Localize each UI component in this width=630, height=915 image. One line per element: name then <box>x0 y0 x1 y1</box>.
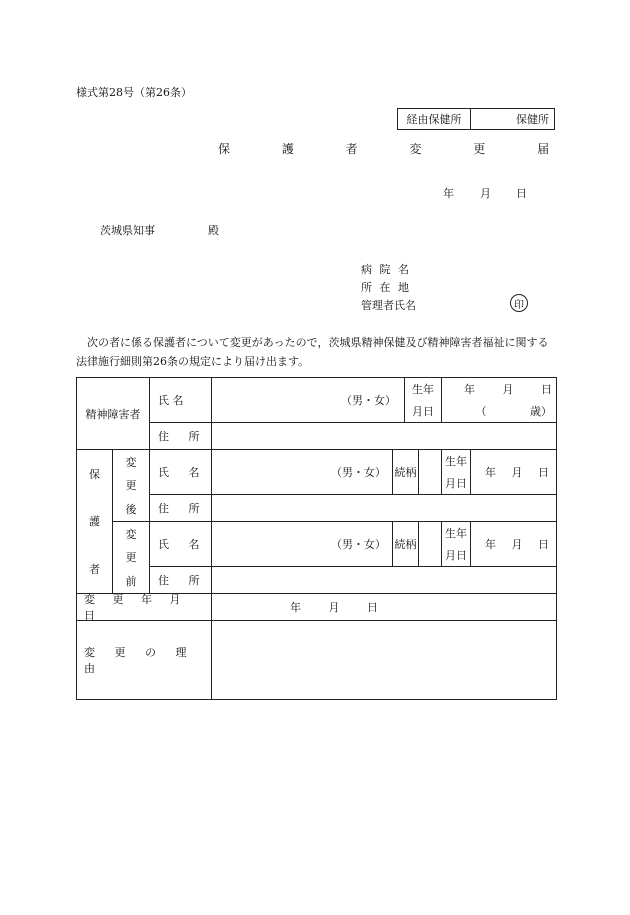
change-reason-field[interactable] <box>212 621 556 699</box>
name-label-text: 氏 名 <box>158 394 184 407</box>
before-name-label: 氏 名 <box>158 538 200 551</box>
before-char: 変 <box>125 527 137 541</box>
patient-address-label: 住 所 <box>158 430 200 443</box>
after-name-label: 氏 名 <box>158 466 200 479</box>
after-sex-choice[interactable]: （男・女） <box>331 466 386 479</box>
guardian-label <box>77 450 112 593</box>
after-char: 変 <box>125 455 137 469</box>
birth-label-top: 生年 <box>412 383 434 396</box>
patient-address-field[interactable] <box>212 423 556 449</box>
guardian-char: 者 <box>89 563 100 577</box>
addressee-prefecture: 茨城県知事 <box>100 224 155 237</box>
birth-label-bottom: 月日 <box>445 477 467 490</box>
guardian-char: 保 <box>89 467 100 481</box>
before-address-label: 住 所 <box>158 574 200 587</box>
change-date-label: 変 更 年 月 日 <box>84 593 181 622</box>
before-change-label <box>113 522 149 593</box>
page-title: 保 護 者 変 更 届 <box>218 142 574 156</box>
birth-label-bottom: 月日 <box>412 405 434 418</box>
change-date-field[interactable]: 年 月 日 <box>290 601 378 614</box>
before-char: 更 <box>125 551 137 565</box>
before-address-field[interactable] <box>212 567 556 593</box>
patient-sex-choice[interactable]: （男・女） <box>341 394 396 407</box>
birth-label-bottom: 月日 <box>445 549 467 562</box>
form-number: 様式第28号（第26条） <box>76 86 192 99</box>
before-name-field[interactable] <box>212 522 392 566</box>
before-birth-field[interactable]: 年 月 日 <box>485 538 549 551</box>
before-char: 前 <box>125 575 137 589</box>
date-month: 月 <box>480 187 491 200</box>
patient-name-label <box>158 378 204 422</box>
after-relation-label: 続柄 <box>394 466 417 479</box>
after-change-label <box>113 450 149 521</box>
hospital-admin-label: 管理者氏名 <box>361 299 416 312</box>
patient-age-value: （ 歳） <box>475 405 552 418</box>
hospital-name-label: 病 院 名 <box>361 263 409 276</box>
date-year: 年 <box>443 187 454 200</box>
after-char: 後 <box>125 503 137 517</box>
patient-birth-value: 年 月 日 <box>464 383 552 396</box>
hospital-location-label: 所 在 地 <box>361 281 409 294</box>
after-birth-label <box>442 450 470 494</box>
after-birth-field[interactable]: 年 月 日 <box>485 466 549 479</box>
date-day: 日 <box>516 187 527 200</box>
after-relation-field[interactable] <box>419 450 441 494</box>
after-char: 更 <box>125 479 137 493</box>
patient-label: 精神障害者 <box>85 407 141 421</box>
birth-label-top: 生年 <box>445 527 467 540</box>
patient-birth-field[interactable] <box>442 378 552 422</box>
before-sex-choice[interactable]: （男・女） <box>331 538 386 551</box>
change-reason-label: 変 更 の 理 由 <box>84 646 187 675</box>
addressee-honorific: 殿 <box>208 224 219 237</box>
before-birth-label <box>442 522 470 566</box>
birth-label-top: 生年 <box>445 455 467 468</box>
after-address-field[interactable] <box>212 495 556 521</box>
seal-mark: 印 <box>510 294 528 312</box>
after-name-field[interactable] <box>212 450 392 494</box>
body-text: 次の者に係る保護者について変更があったので，茨城県精神保健及び精神障害者福祉に関する法律施行細則第26条の規定により届け出ます。 <box>76 336 549 368</box>
via-label: 経由保健所 <box>398 109 471 129</box>
via-suffix: 保健所 <box>516 113 549 126</box>
patient-name-field[interactable] <box>212 378 404 422</box>
after-address-label: 住 所 <box>158 502 200 515</box>
patient-birth-label <box>405 378 441 422</box>
guardian-char: 護 <box>89 515 100 529</box>
before-relation-label: 続柄 <box>394 538 417 551</box>
before-relation-field[interactable] <box>419 522 441 566</box>
